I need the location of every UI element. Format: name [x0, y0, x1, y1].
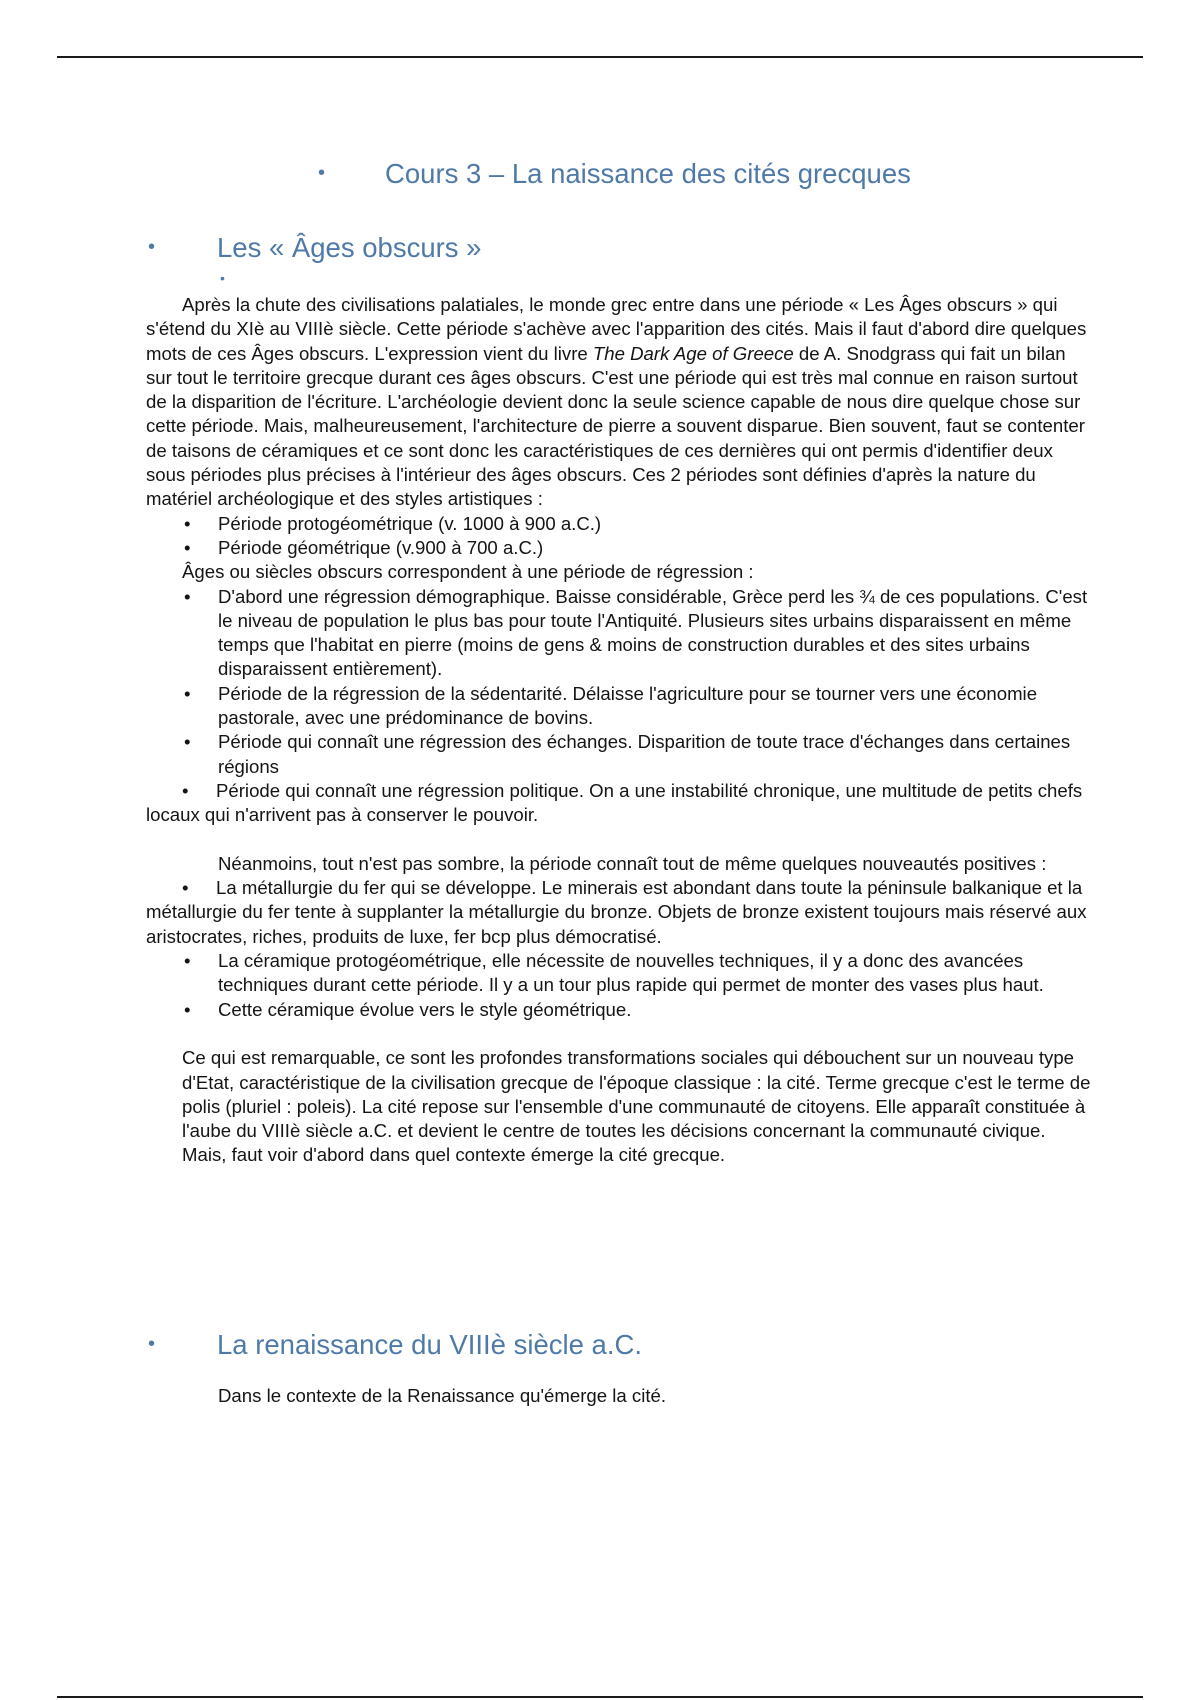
list-item: • Période de la régression de la sédentarité. Délaisse l'agriculture pour se tourner vers une économie pastorale, avec une prédominance de bovins.	[184, 682, 1038, 729]
section-heading-renaissance	[148, 1329, 642, 1361]
intro-paragraph: Après la chute des civilisations palatiales, le monde grec entre dans une période « Les Âges obscurs » qui s'étend du XIè au VIIIè siècle. Cette période s'achève avec l'apparition des cités. Mais il faut d'abord dire quelques mots de ces Âges obscurs. L'expression vient du livre The Dark Age of Greece de A. Snodgrass qui fait un bilan sur tout le territoire grecque durant ces âges obscurs. C'est une période qui est très mal connue en raison surtout de la disparition de l'écriture. L'archéologie devient donc la seule science capable de nous dire quelque chose sur cette période. Mais, malheureusement, l'architecture de pierre a souvent disparue. Bien souvent, faut se contenter de taisons de céramiques et ce sont donc les caractéristiques de ces dernières qui ont permis d'identifier deux sous périodes plus précises à l'intérieur des âges obscurs. Ces 2 périodes sont définies d'après la nature du matériel archéologique et des styles artistiques :	[146, 294, 1087, 510]
conclusion-paragraph: Ce qui est remarquable, ce sont les profondes transformations sociales qui débouchent sur un nouveau type d'Etat, caractéristique de la civilisation grecque de l'époque classique : la cité. Terme grecque c'est le terme de polis (pluriel : poleis). La cité repose sur l'ensemble d'une communauté de citoyens. Elle apparaît constituée à l'aube du VIIIè siècle a.C. et devient le centre de toutes les décisions concernant la communauté civique. Mais, faut voir d'abord dans quel contexte émerge la cité grecque.	[182, 1047, 1091, 1166]
periods-list	[146, 512, 1092, 561]
ceramics-list	[146, 949, 1092, 1022]
list-item-political: • Période qui connaît une régression politique. On a une instabilité chronique, une multitude de petits chefs locaux qui n'arrivent pas à conserver le pouvoir.	[146, 779, 1083, 826]
section-heading-text: La renaissance du VIIIè siècle a.C.	[217, 1329, 642, 1360]
renaissance-paragraph: Dans le contexte de la Renaissance qu'émerge la cité.	[218, 1385, 666, 1406]
body-content	[146, 293, 1092, 1168]
list-item: • Période protogéométrique (v. 1000 à 900 a.C.)	[184, 512, 602, 534]
list-item: • D'abord une régression démographique. Baisse considérable, Grèce perd les ¾ de ces populations. C'est le niveau de population le plus bas pour toute l'Antiquité. Plusieurs sites urbains disparaissent en même temps que l'habitat en pierre (moins de gens & moins de construction durables et des sites urbains disparaissent entièrement).	[184, 585, 1088, 680]
section-heading-ages-obscurs	[148, 232, 481, 264]
header-rule	[57, 56, 1143, 58]
regression-intro: Âges ou siècles obscurs correspondent à une période de régression :	[182, 561, 754, 583]
list-item: • La céramique protogéométrique, elle nécessite de nouvelles techniques, il y a donc des avancées techniques durant cette période. Il y a un tour plus rapide qui permet de monter des vases plus haut.	[184, 950, 1044, 996]
list-item: • Période géométrique (v.900 à 700 a.C.)	[184, 536, 544, 558]
list-item-metallurgy: • La métallurgie du fer qui se développe. Le minerais est abondant dans toute la péninsule balkanique et la métallurgie du fer tente à supplanter la métallurgie du bronze. Objets de bronze existent toujours mais réservé aux aristocrates, riches, produits de luxe, fer bcp plus démocratisé.	[146, 877, 1087, 947]
regression-list	[146, 585, 1092, 779]
book-title: The Dark Age of Greece	[592, 342, 794, 364]
empty-sub-bullet: •	[220, 270, 225, 286]
positive-intro: Néanmoins, tout n'est pas sombre, la période connaît tout de même quelques nouveautés positives :	[218, 852, 1047, 874]
list-item: • Période qui connaît une régression des échanges. Disparition de toute trace d'échanges dans certaines régions	[184, 731, 1071, 777]
section-bullet: •	[148, 1333, 156, 1355]
footer-rule	[57, 1696, 1143, 1698]
title-bullet: •	[318, 162, 326, 184]
section-bullet: •	[148, 236, 156, 258]
section-heading-text: Les « Âges obscurs »	[217, 232, 482, 263]
page-title	[318, 158, 911, 190]
list-item: • Cette céramique évolue vers le style géométrique.	[184, 998, 632, 1020]
title-text: Cours 3 – La naissance des cités grecques	[385, 158, 911, 189]
spacer	[146, 1022, 1092, 1046]
spacer	[146, 828, 1092, 852]
